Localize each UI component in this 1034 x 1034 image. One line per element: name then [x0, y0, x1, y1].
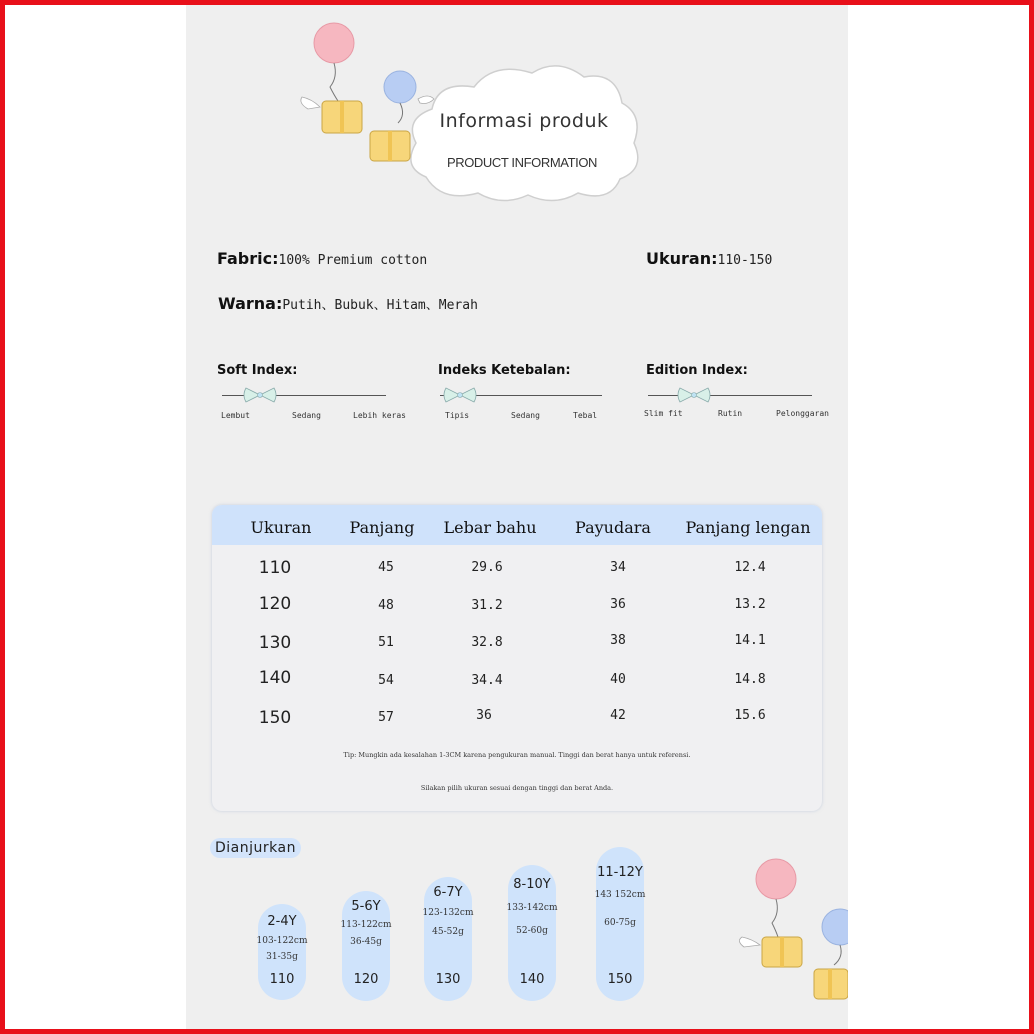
recommend-age: 6-7Y — [433, 885, 463, 900]
cell-shoulder: 32.8 — [471, 635, 503, 650]
recommend-size: 130 — [435, 972, 461, 987]
color-value: Putih、Bubuk、Hitam、Merah — [282, 298, 478, 313]
recommend-weight: 60-75g — [604, 918, 636, 928]
cell-sleeve: 13.2 — [734, 597, 766, 612]
recommend-weight: 45-52g — [432, 927, 464, 937]
pink-balloon-icon — [756, 859, 796, 899]
cell-length: 54 — [378, 673, 394, 688]
thickness-index-marker-icon — [442, 386, 478, 404]
recommend-height: 113-122cm — [340, 920, 392, 930]
cell-shoulder: 29.6 — [471, 560, 503, 575]
recommend-size: 120 — [353, 972, 379, 987]
recommend-weight: 36-45g — [350, 937, 382, 947]
cell-size: 120 — [258, 594, 292, 614]
page-subtitle: PRODUCT INFORMATION — [446, 155, 598, 170]
blue-balloon-icon — [822, 909, 848, 945]
soft-index-marker-icon — [242, 386, 278, 404]
cell-chest: 36 — [610, 597, 626, 612]
size-advice: Silakan pilih ukuran sesuai dengan tinggi dan berat Anda. — [420, 784, 614, 792]
bottom-balloon-decoration — [736, 851, 848, 1001]
blue-balloon-icon — [384, 71, 416, 103]
recommend-age: 5-6Y — [351, 899, 381, 914]
pink-balloon-icon — [314, 23, 354, 63]
soft-index-mid: Sedang — [292, 411, 321, 420]
recommend-age: 11-12Y — [597, 865, 643, 880]
size-range-line — [646, 249, 772, 268]
recommend-height: 103-122cm — [256, 936, 308, 946]
size-table — [212, 505, 822, 811]
recommend-weight: 31-35g — [266, 952, 298, 962]
recommend-size: 140 — [519, 972, 545, 987]
cell-sleeve: 14.8 — [734, 672, 766, 687]
cell-size: 130 — [258, 633, 292, 653]
cell-sleeve: 15.6 — [734, 708, 766, 723]
color-line — [218, 294, 478, 313]
size-range-label: Ukuran: — [646, 249, 718, 268]
edition-index-low: Slim fit — [644, 409, 683, 418]
cell-shoulder: 36 — [476, 708, 492, 723]
page-title: Informasi produk — [439, 110, 609, 132]
fabric-label: Fabric: — [217, 249, 279, 268]
recommend-pill — [424, 877, 472, 1001]
fabric-line — [217, 249, 427, 268]
header-length: Panjang — [349, 518, 415, 537]
cell-length: 51 — [378, 635, 394, 650]
measurement-tip: Tip: Mungkin ada kesalahan 1-3CM karena pengukuran manual. Tinggi dan berat hanya untuk referensi. — [343, 751, 691, 759]
recommend-height: 133-142cm — [506, 903, 558, 913]
cell-chest: 42 — [610, 708, 626, 723]
cell-length: 57 — [378, 710, 394, 725]
cell-chest: 34 — [610, 560, 626, 575]
thickness-index-title: Indeks Ketebalan: — [438, 363, 571, 378]
header-shoulder: Lebar bahu — [443, 518, 537, 537]
soft-index-title: Soft Index: — [217, 363, 298, 378]
cell-shoulder: 34.4 — [471, 673, 503, 688]
recommend-size: 110 — [269, 972, 295, 987]
recommend-weight: 52-60g — [516, 926, 548, 936]
edition-index-mid: Rutin — [718, 409, 743, 418]
recommend-pill — [596, 847, 644, 1001]
recommend-label: Dianjurkan — [210, 838, 301, 858]
thickness-index-low: Tipis — [445, 411, 470, 420]
size-range-value: 110-150 — [717, 253, 773, 268]
cell-sleeve: 14.1 — [734, 633, 766, 648]
recommend-pill — [508, 865, 556, 1001]
recommend-size: 150 — [607, 972, 633, 987]
size-table-header — [212, 505, 822, 545]
cell-length: 45 — [378, 560, 394, 575]
cell-chest: 38 — [610, 633, 626, 648]
header-size: Ukuran — [250, 518, 312, 537]
cell-size: 150 — [258, 708, 292, 728]
recommend-height: 143 152cm — [594, 890, 646, 900]
edition-index-high: Pelonggaran — [776, 409, 829, 418]
cell-sleeve: 12.4 — [734, 560, 766, 575]
cell-size: 140 — [258, 668, 292, 688]
soft-index-high: Lebih keras — [353, 411, 406, 420]
product-info-panel — [186, 5, 848, 1029]
color-label: Warna: — [218, 294, 283, 313]
cell-shoulder: 31.2 — [471, 598, 503, 613]
fabric-value: 100% Premium cotton — [278, 253, 428, 268]
cell-size: 110 — [258, 558, 292, 578]
edition-index-scale — [648, 395, 812, 396]
cell-length: 48 — [378, 598, 394, 613]
edition-index-marker-icon — [676, 386, 712, 404]
edition-index-title: Edition Index: — [646, 363, 748, 378]
header-chest: Payudara — [575, 518, 651, 537]
thickness-index-mid: Sedang — [511, 411, 540, 420]
recommend-age: 2-4Y — [267, 914, 297, 929]
recommend-pill — [258, 904, 306, 1000]
soft-index-low: Lembut — [221, 411, 250, 420]
recommend-age: 8-10Y — [513, 877, 551, 892]
header-sleeve: Panjang lengan — [685, 518, 811, 537]
recommend-pill — [342, 891, 390, 1001]
thickness-index-high: Tebal — [573, 411, 598, 420]
cell-chest: 40 — [610, 672, 626, 687]
recommend-height: 123-132cm — [422, 908, 474, 918]
